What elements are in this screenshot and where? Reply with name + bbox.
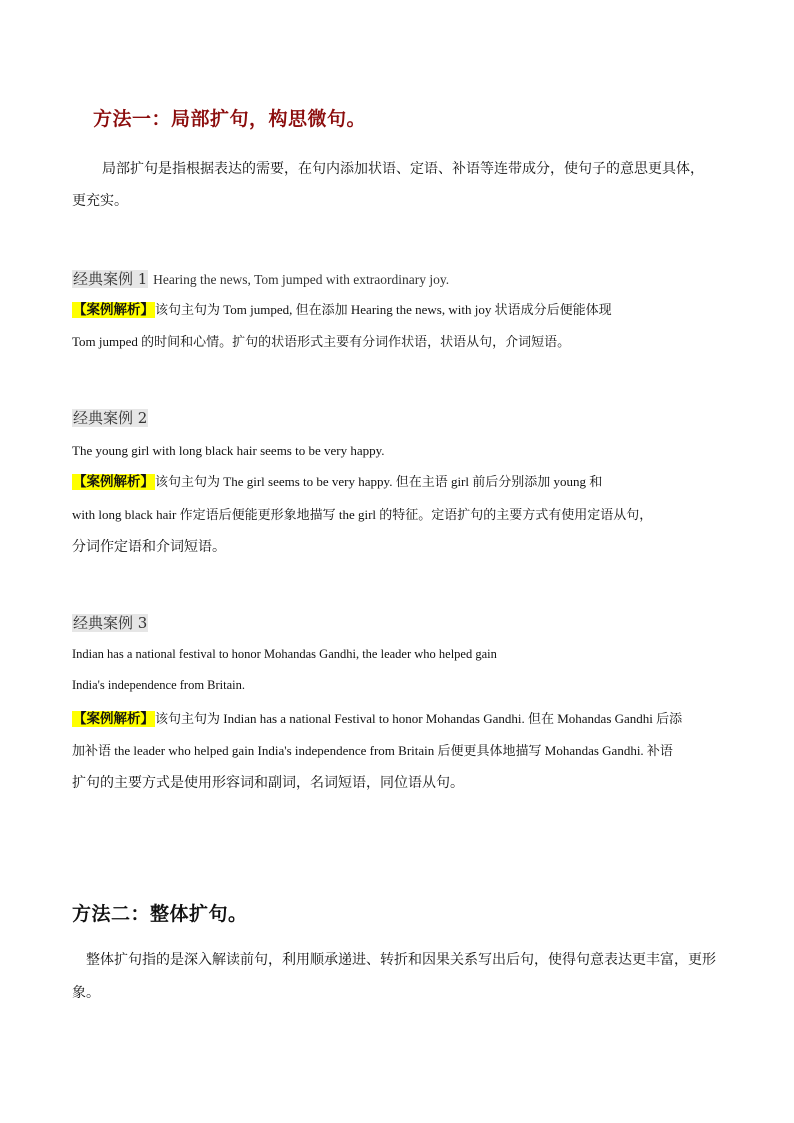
case2-label (72, 407, 148, 428)
section2-intro-line2: 象。 (72, 985, 100, 1001)
case2-analysis-tag: 【案例解析】 (73, 474, 154, 490)
case3-analysis-line3: 扩句的主要方式是使用形容词和副词，名词短语，同位语从句。 (72, 775, 464, 791)
case3-label-text: 经典案例 3 (73, 614, 148, 632)
case3-sentence-line1: Indian has a national festival to honor Mohandas Gandhi, the leader who helped gain (72, 647, 497, 661)
case2-sentence: The young girl with long black hair seems to be very happy. (72, 443, 385, 458)
case3-analysis-tag: 【案例解析】 (73, 711, 154, 727)
case2-analysis-line1: 该句主句为 The girl seems to be very happy. 但在主语 girl 前后分别添加 young 和 (155, 474, 603, 489)
case3-sentence-line2: India's independence from Britain. (72, 678, 246, 692)
case2-analysis-line2: with long black hair 作定语后便能更形象地描写 the girl 的特征。定语扩句的主要方式有使用定语从句， (72, 507, 653, 522)
section1-intro-line2: 更充实。 (72, 193, 128, 209)
case1-analysis-line1: 该句主句为 Tom jumped, 但在添加 Hearing the news, with joy 状语成分后便能体现 (155, 302, 612, 317)
case1-sentence: Hearing the news, Tom jumped with extraordinary joy. (153, 272, 450, 287)
case1-analysis-line1-row (72, 300, 612, 320)
case2-analysis-line1-row (72, 472, 602, 492)
case2-analysis-line3: 分词作定语和介词短语。 (72, 539, 226, 555)
section2-intro-line1: 整体扩句指的是深入解读前句，利用顺承递进、转折和因果关系写出后句，使得句意表达更丰富，更形 (86, 952, 716, 968)
section2-heading: 方法二：整体扩句。 (72, 903, 248, 925)
case3-analysis-line2: 加补语 the leader who helped gain India's independence from Britain 后便更具体地描写 Mohandas Gandhi. 补语 (72, 743, 673, 758)
case2-label-text: 经典案例 2 (73, 409, 148, 427)
section1-heading: 方法一：局部扩句，构思微句。 (93, 108, 367, 130)
case3-label (72, 612, 148, 633)
case3-analysis-line1-row (72, 709, 682, 729)
case1-label (72, 268, 449, 289)
case1-analysis-tag: 【案例解析】 (73, 302, 154, 318)
case3-analysis-line1: 该句主句为 Indian has a national Festival to honor Mohandas Gandhi. 但在 Mohandas Gandhi 后添 (155, 711, 683, 726)
case1-label-text: 经典案例 1 (73, 270, 148, 288)
case1-analysis-line2: Tom jumped 的时间和心情。扩句的状语形式主要有分词作状语，状语从句，介词短语。 (72, 334, 571, 349)
section1-intro-line1: 局部扩句是指根据表达的需要，在句内添加状语、定语、补语等连带成分，使句子的意思更具体， (102, 161, 704, 177)
